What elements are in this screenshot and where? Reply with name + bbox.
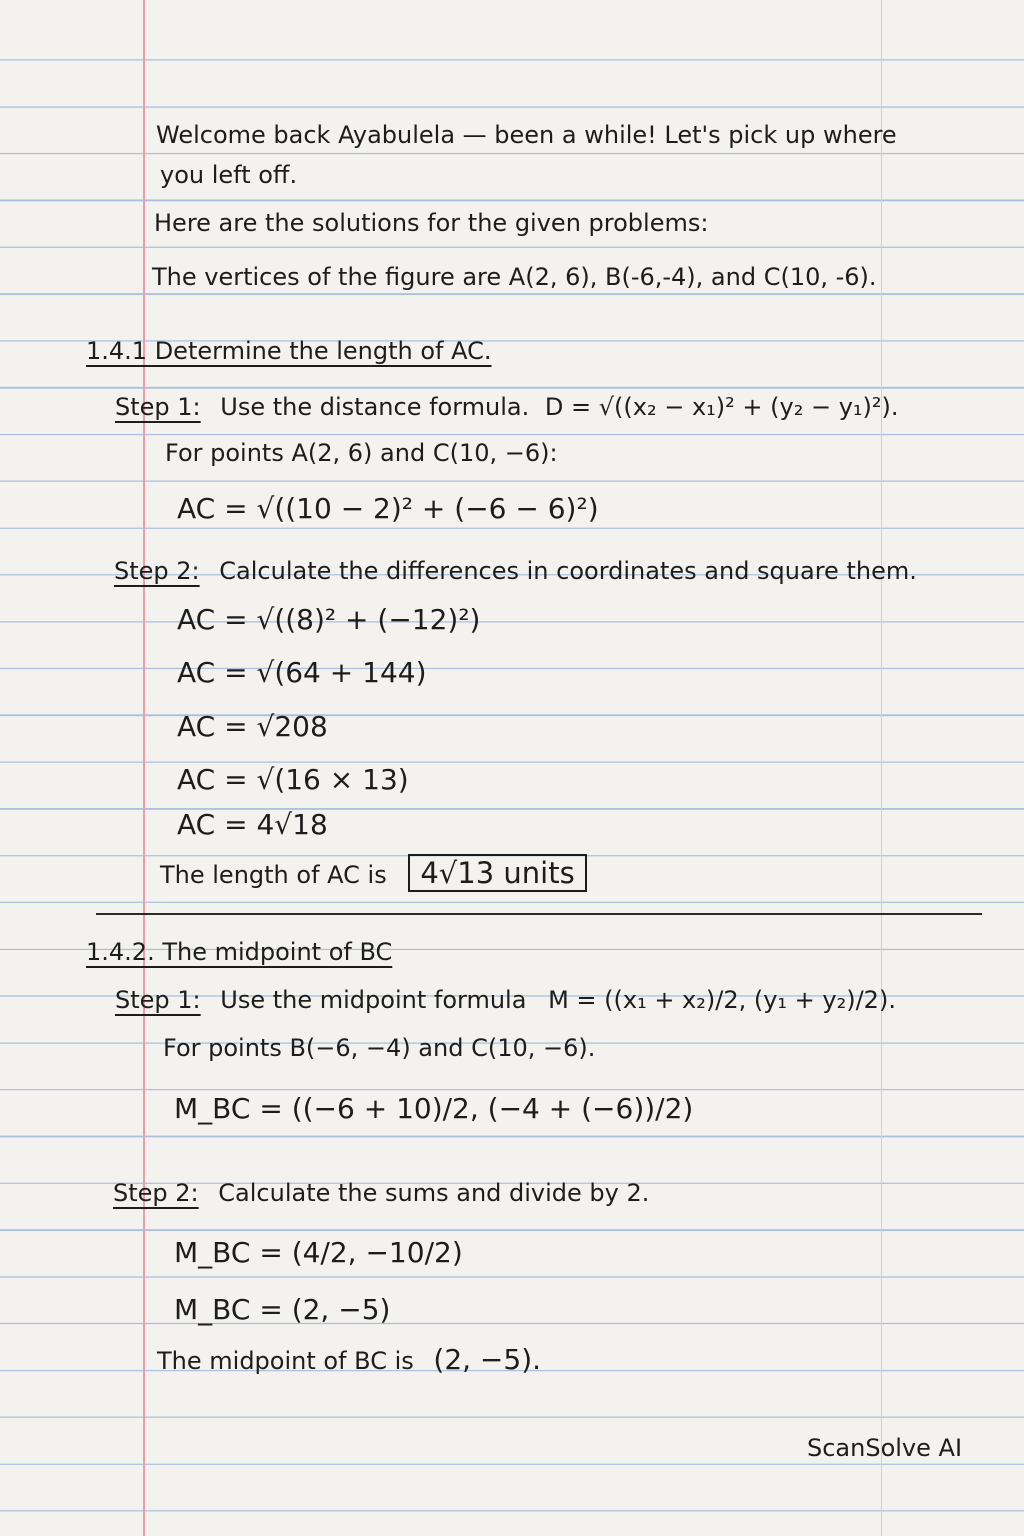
q2-step1-text: Use the midpoint formula	[220, 986, 527, 1014]
midpoint-formula: M = ((x₁ + x₂)/2, (y₁ + y₂)/2).	[548, 986, 896, 1014]
q2-result-text: The midpoint of BC is	[157, 1347, 414, 1375]
q1-equation-4: AC = √208	[177, 710, 328, 743]
q1-equation-5: AC = √(16 × 13)	[177, 763, 409, 796]
q2-equation-2: M_BC = (4/2, −10/2)	[174, 1236, 463, 1269]
q1-heading: 1.4.1 Determine the length of AC.	[86, 337, 492, 365]
intro-line-2: you left off.	[160, 161, 298, 189]
q1-equation-2: AC = √((8)² + (−12)²)	[177, 603, 481, 636]
q1-equation-1: AC = √((10 − 2)² + (−6 − 6)²)	[177, 492, 599, 525]
q2-equation-1: M_BC = ((−6 + 10)/2, (−4 + (−6))/2)	[174, 1092, 694, 1125]
q2-step1-label: Step 1:	[115, 986, 201, 1014]
q1-points: For points A(2, 6) and C(10, −6):	[165, 439, 558, 467]
q1-answer-box: 4√13 units	[408, 854, 586, 892]
margin-line-right	[881, 0, 882, 1536]
q1-step2	[114, 556, 917, 586]
q2-step2-text: Calculate the sums and divide by 2.	[218, 1179, 650, 1207]
q2-heading: 1.4.2. The midpoint of BC	[86, 938, 393, 966]
distance-formula: D = √((x₂ − x₁)² + (y₂ − y₁)²).	[544, 393, 899, 421]
q1-step2-label: Step 2:	[114, 557, 200, 585]
q2-result-value: (2, −5).	[433, 1343, 542, 1376]
margin-line-left	[143, 0, 145, 1536]
q1-step1-text: Use the distance formula.	[220, 393, 530, 421]
q2-points: For points B(−6, −4) and C(10, −6).	[163, 1034, 596, 1062]
q1-step2-text: Calculate the differences in coordinates and square them.	[219, 557, 917, 585]
q1-step1	[115, 392, 899, 422]
q2-step2-label: Step 2:	[113, 1179, 199, 1207]
q1-result	[160, 858, 587, 890]
q2-result	[157, 1345, 541, 1376]
q1-step1-label: Step 1:	[115, 393, 201, 421]
intro-line-3: Here are the solutions for the given problems:	[154, 209, 709, 237]
q1-equation-3: AC = √(64 + 144)	[177, 656, 427, 689]
section-divider	[96, 913, 982, 915]
intro-line-1: Welcome back Ayabulela — been a while! Let's pick up where	[156, 121, 897, 149]
q2-step1	[115, 985, 896, 1015]
q2-step2	[113, 1178, 649, 1208]
q2-equation-3: M_BC = (2, −5)	[174, 1293, 391, 1326]
intro-line-4: The vertices of the figure are A(2, 6), B(-6,-4), and C(10, -6).	[152, 263, 877, 291]
signature: ScanSolve AI	[807, 1434, 963, 1462]
q1-result-text: The length of AC is	[160, 861, 387, 889]
q1-equation-6: AC = 4√18	[177, 808, 328, 841]
